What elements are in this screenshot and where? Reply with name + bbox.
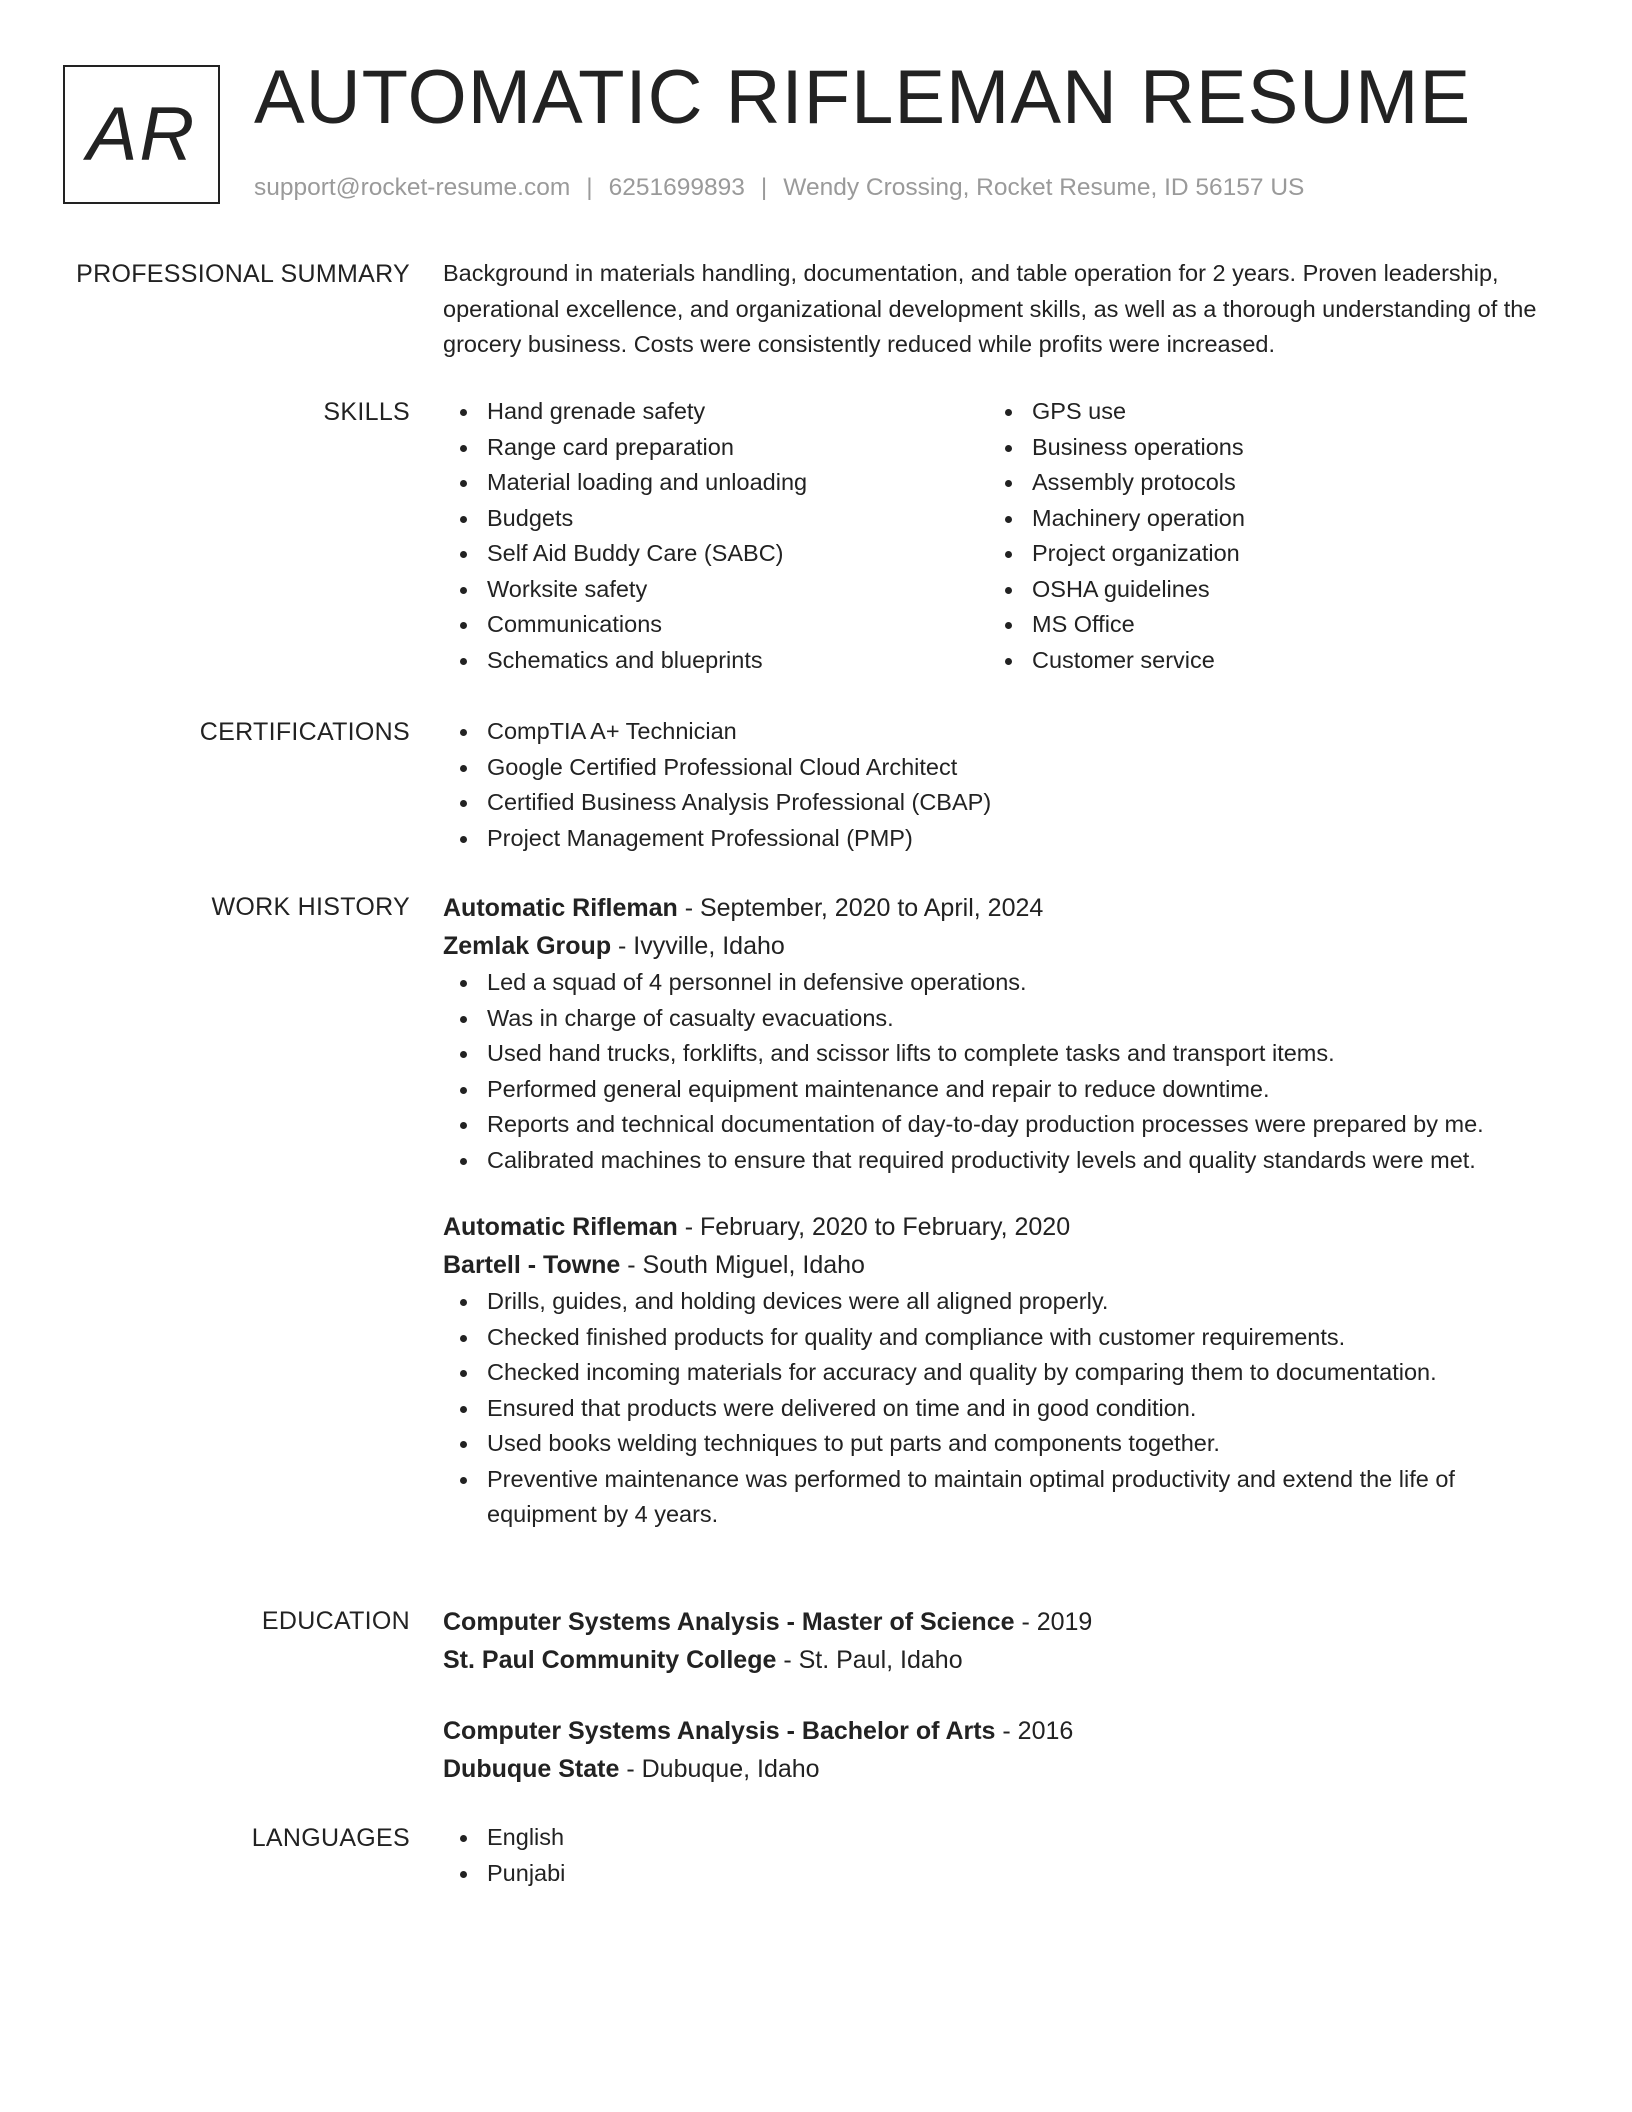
job-duty: Was in charge of casualty evacuations. <box>443 1001 1568 1037</box>
section-label: SKILLS <box>323 398 410 426</box>
job-company-line <box>443 1246 1568 1284</box>
section-label: EDUCATION <box>261 1607 410 1635</box>
skill-item: Schematics and blueprints <box>443 643 988 679</box>
section-label: WORK HISTORY <box>211 893 410 921</box>
language-item: Punjabi <box>443 1856 1568 1892</box>
job-company: Zemlak Group <box>443 932 612 960</box>
skill-item: Business operations <box>988 430 1488 466</box>
skill-item: Self Aid Buddy Care (SABC) <box>443 536 988 572</box>
job-company-line <box>443 927 1568 965</box>
languages-list <box>443 1820 1568 1891</box>
education-entry <box>443 1712 1568 1788</box>
skill-item: Material loading and unloading <box>443 465 988 501</box>
contact-email[interactable]: support@rocket-resume.com <box>254 174 571 201</box>
job-duty: Used hand trucks, forklifts, and scissor lifts to complete tasks and transport items. <box>443 1036 1568 1072</box>
job-duty: Ensured that products were delivered on time and in good condition. <box>443 1391 1568 1427</box>
job-duty: Calibrated machines to ensure that required productivity levels and quality standards were met. <box>443 1143 1568 1179</box>
graduation-year: - 2019 <box>1014 1608 1093 1636</box>
graduation-year: - 2016 <box>995 1717 1074 1745</box>
school-location: - St. Paul, Idaho <box>776 1646 963 1674</box>
education-entry <box>443 1603 1568 1679</box>
skill-item: Project organization <box>988 536 1488 572</box>
resume-title: AUTOMATIC RIFLEMAN RESUME <box>254 55 1472 140</box>
summary-text: Background in materials handling, documentation, and table operation for 2 years. Proven leadership, operational excellence, and organizational development skills, as well as a thorough understanding of the grocery business. Costs were consistently reduced while profits were increased. <box>443 260 1537 357</box>
school-line <box>443 1641 1568 1679</box>
job-duty: Used books welding techniques to put parts and components together. <box>443 1426 1568 1462</box>
skill-item: OSHA guidelines <box>988 572 1488 608</box>
skill-item: Customer service <box>988 643 1488 679</box>
section-label: LANGUAGES <box>251 1824 410 1852</box>
degree-line <box>443 1603 1568 1641</box>
monogram-initials: AR <box>86 91 197 177</box>
skill-item: Communications <box>443 607 988 643</box>
job-duty: Led a squad of 4 personnel in defensive operations. <box>443 965 1568 1001</box>
school: St. Paul Community College <box>443 1646 777 1674</box>
job-entry <box>443 1208 1568 1533</box>
skill-item: Hand grenade safety <box>443 394 988 430</box>
contact-separator: | <box>760 174 768 201</box>
job-duty: Checked incoming materials for accuracy and quality by comparing them to documentation. <box>443 1355 1568 1391</box>
skill-item: MS Office <box>988 607 1488 643</box>
section-label: CERTIFICATIONS <box>199 718 410 746</box>
contact-separator: | <box>586 174 593 201</box>
job-duty: Performed general equipment maintenance and repair to reduce downtime. <box>443 1072 1568 1108</box>
certification-item: Certified Business Analysis Professional (CBAP) <box>443 785 1568 821</box>
job-duties-list <box>443 1284 1568 1533</box>
job-duty: Preventive maintenance was performed to maintain optimal productivity and extend the life of equipment by 4 years. <box>443 1462 1568 1533</box>
school: Dubuque State <box>443 1755 620 1783</box>
certification-item: Project Management Professional (PMP) <box>443 821 1568 857</box>
job-title: Automatic Rifleman <box>443 894 678 922</box>
skill-item: Range card preparation <box>443 430 988 466</box>
skills-list-left <box>443 394 988 678</box>
contact-line <box>254 174 1304 202</box>
job-title-line <box>443 1208 1568 1246</box>
degree-line <box>443 1712 1568 1750</box>
certifications-list <box>443 714 1568 856</box>
job-entry <box>443 889 1568 1178</box>
contact-phone[interactable]: 6251699893 <box>608 174 745 201</box>
skill-item: Machinery operation <box>988 501 1488 537</box>
degree: Computer Systems Analysis - Master of Science <box>443 1608 1015 1636</box>
certification-item: Google Certified Professional Cloud Architect <box>443 750 1568 786</box>
skill-item: Assembly protocols <box>988 465 1488 501</box>
job-dates: - September, 2020 to April, 2024 <box>677 894 1044 922</box>
degree: Computer Systems Analysis - Bachelor of Arts <box>443 1717 996 1745</box>
job-title: Automatic Rifleman <box>443 1213 678 1241</box>
skill-item: Worksite safety <box>443 572 988 608</box>
contact-address: Wendy Crossing, Rocket Resume, ID 56157 US <box>783 174 1305 201</box>
job-location: - Ivyville, Idaho <box>611 932 785 960</box>
job-title-line <box>443 889 1568 927</box>
section-label: PROFESSIONAL SUMMARY <box>76 260 410 288</box>
school-location: - Dubuque, Idaho <box>619 1755 820 1783</box>
monogram-box <box>63 65 220 204</box>
school-line <box>443 1750 1568 1788</box>
job-duty: Drills, guides, and holding devices were all aligned properly. <box>443 1284 1568 1320</box>
skill-item: Budgets <box>443 501 988 537</box>
job-company: Bartell - Towne <box>443 1251 621 1279</box>
job-duty: Reports and technical documentation of day-to-day production processes were prepared by me. <box>443 1107 1568 1143</box>
job-duty: Checked finished products for quality and compliance with customer requirements. <box>443 1320 1568 1356</box>
skill-item: GPS use <box>988 394 1488 430</box>
job-duties-list <box>443 965 1568 1178</box>
job-location: - South Miguel, Idaho <box>620 1251 865 1279</box>
certification-item: CompTIA A+ Technician <box>443 714 1568 750</box>
skills-list-right <box>988 394 1488 678</box>
job-dates: - February, 2020 to February, 2020 <box>677 1213 1071 1241</box>
language-item: English <box>443 1820 1568 1856</box>
